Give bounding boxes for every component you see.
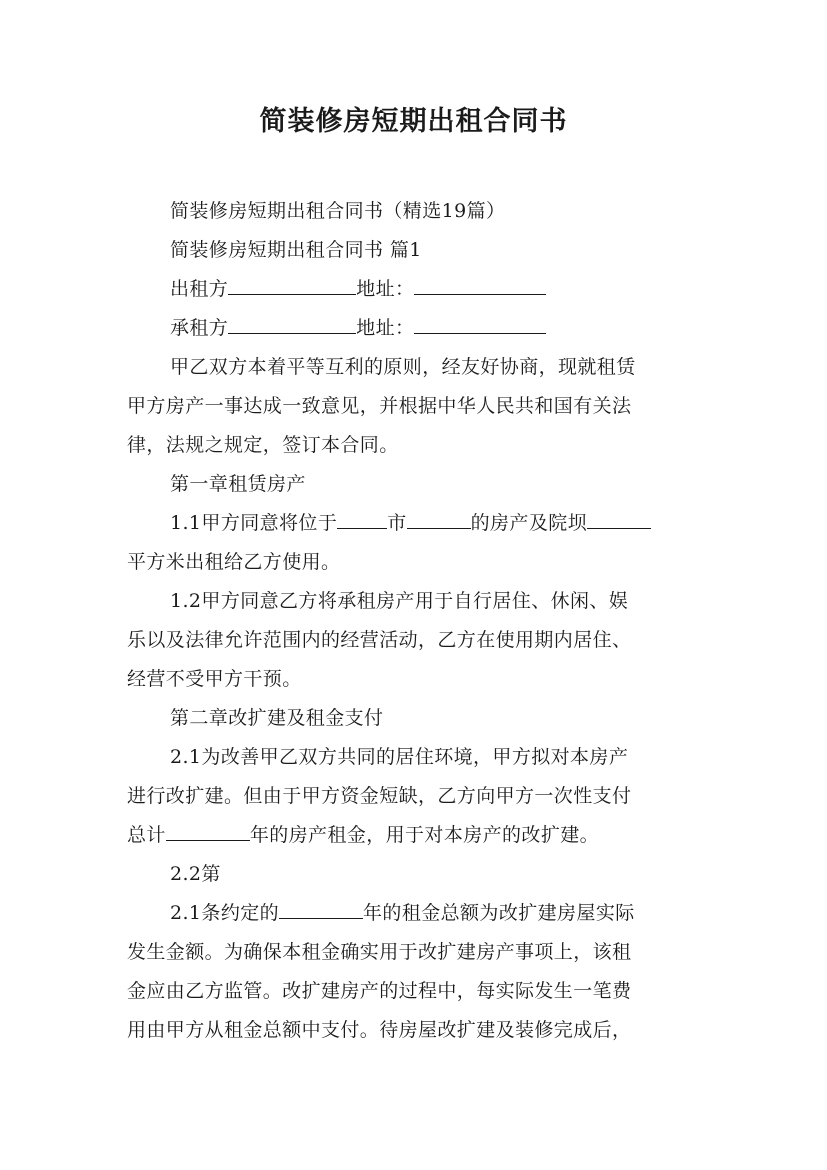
clause-2-1b-line-4: 用由甲方从租金总额中支付。待房屋改扩建及装修完成后，: [127, 1019, 632, 1041]
section-heading: 简装修房短期出租合同书 篇1: [170, 239, 422, 261]
clause-2-1-line-1: 2.1为改善甲乙双方共同的居住环境，甲方拟对本房产: [170, 746, 629, 768]
clause-1-2-line-2: 乐以及法律允许范围内的经营活动，乙方在使用期内居住、: [127, 629, 632, 651]
intro-line-1: 甲乙双方本着平等互利的原则，经友好协商，现就租赁: [170, 356, 636, 378]
location-blank: [407, 508, 471, 529]
lessor-line: [170, 274, 760, 304]
lessee-line: [170, 313, 760, 343]
lessor-address-blank: [414, 274, 546, 295]
clause-2-1b-line-1-a: 2.1条约定的: [170, 902, 280, 924]
clause-1-1-line-1: [170, 508, 760, 538]
clause-1-1-part-b: 市: [387, 512, 407, 534]
clause-2-1b-line-1: [170, 898, 760, 928]
clause-2-1-line-3-a: 总计: [127, 824, 166, 846]
area-blank: [587, 508, 651, 529]
intro-line-3: 律，法规之规定，签订本合同。: [127, 434, 399, 456]
lessee-address-blank: [414, 313, 546, 334]
years-blank: [166, 820, 250, 841]
clause-2-2: 2.2第: [170, 863, 221, 885]
clause-1-2-line-1: 1.2甲方同意乙方将承租房产用于自行居住、休闲、娱: [170, 590, 629, 612]
lessor-name-blank: [228, 274, 356, 295]
clause-2-1-line-3: [127, 820, 717, 850]
chapter-1-heading: 第一章租赁房产: [170, 473, 306, 495]
clause-1-1-part-a: 1.1甲方同意将位于: [170, 512, 338, 534]
lessee-name-blank: [228, 313, 356, 334]
clause-2-1-line-2: 进行改扩建。但由于甲方资金短缺，乙方向甲方一次性支付: [127, 785, 632, 807]
clause-2-1b-line-3: 金应由乙方监管。改扩建房产的过程中，每实际发生一笔费: [127, 980, 632, 1002]
rent-years-blank: [279, 898, 363, 919]
clause-2-1b-line-2: 发生金额。为确保本租金确实用于改扩建房产事项上，该租: [127, 941, 632, 963]
lessor-label: 出租方: [170, 278, 229, 300]
lessee-address-label: 地址：: [356, 317, 415, 339]
document-title: 简装修房短期出租合同书: [259, 106, 568, 137]
document-subtitle: 简装修房短期出租合同书（精选19篇）: [170, 200, 506, 222]
lessor-address-label: 地址：: [356, 278, 415, 300]
clause-1-1-line-2: 平方米出租给乙方使用。: [127, 551, 341, 573]
chapter-2-heading: 第二章改扩建及租金支付: [170, 707, 384, 729]
city-blank: [337, 508, 387, 529]
lessee-label: 承租方: [170, 317, 229, 339]
clause-1-2-line-3: 经营不受甲方干预。: [127, 668, 302, 690]
clause-2-1-line-3-b: 年的房产租金，用于对本房产的改扩建。: [249, 824, 600, 846]
intro-line-2: 甲方房产一事达成一致意见，并根据中华人民共和国有关法: [127, 395, 632, 417]
clause-1-1-part-c: 的房产及院坝: [470, 512, 588, 534]
clause-2-1b-line-1-b: 年的租金总额为改扩建房屋实际: [363, 902, 635, 924]
